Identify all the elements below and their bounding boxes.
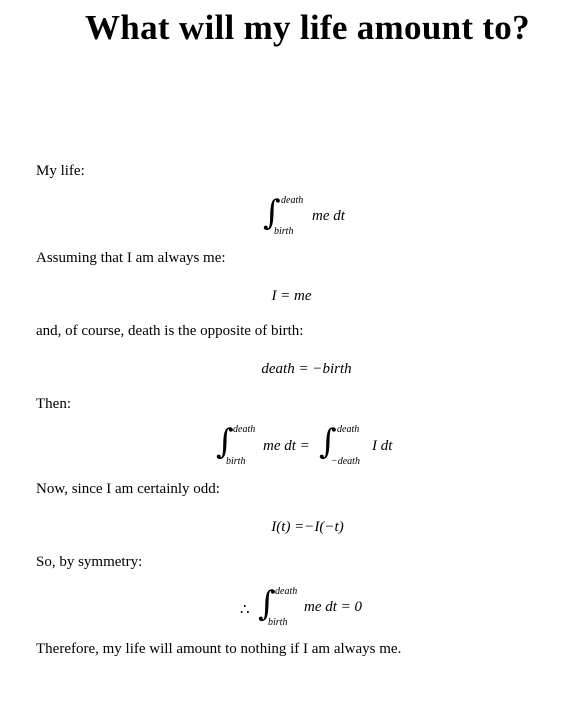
- integral-upper-limit: death: [233, 424, 256, 435]
- paragraph-my-life: My life:: [36, 163, 85, 179]
- integrand-right: I dt: [372, 438, 393, 454]
- integral-sign: ∫: [263, 193, 281, 233]
- therefore-symbol: ∴: [240, 602, 250, 618]
- paragraph-death-opposite: and, of course, death is the opposite of birth:: [36, 323, 304, 339]
- paragraph-symmetry: So, by symmetry:: [36, 554, 143, 570]
- integral-sign: ∫: [216, 422, 234, 462]
- integral-upper-limit: death: [337, 424, 360, 435]
- equation-i-equals-me: I = me: [271, 288, 312, 304]
- integral-lower-limit: −death: [331, 456, 360, 467]
- integral-lower-limit: birth: [226, 456, 246, 467]
- page-title: What will my life amount to?: [85, 8, 530, 47]
- integrand: me dt: [312, 208, 345, 224]
- integral-sign: ∫: [258, 584, 276, 624]
- integral-upper-limit: death: [275, 586, 298, 597]
- paragraph-assumption: Assuming that I am always me:: [36, 250, 226, 266]
- integrand-left: me dt =: [263, 438, 310, 454]
- equation-odd-function: I(t) =−I(−t): [271, 519, 344, 535]
- integral-lower-limit: birth: [268, 617, 288, 628]
- integral-upper-limit: death: [281, 195, 304, 206]
- integral-lower-limit: birth: [274, 226, 294, 237]
- paragraph-odd: Now, since I am certainly odd:: [36, 481, 220, 497]
- integrand: me dt = 0: [304, 599, 363, 615]
- equation-death-minus-birth: death = −birth: [261, 361, 352, 377]
- integral-sign: ∫: [319, 422, 337, 462]
- paragraph-then: Then:: [36, 396, 71, 412]
- paragraph-conclusion: Therefore, my life will amount to nothing if I am always me.: [36, 641, 402, 657]
